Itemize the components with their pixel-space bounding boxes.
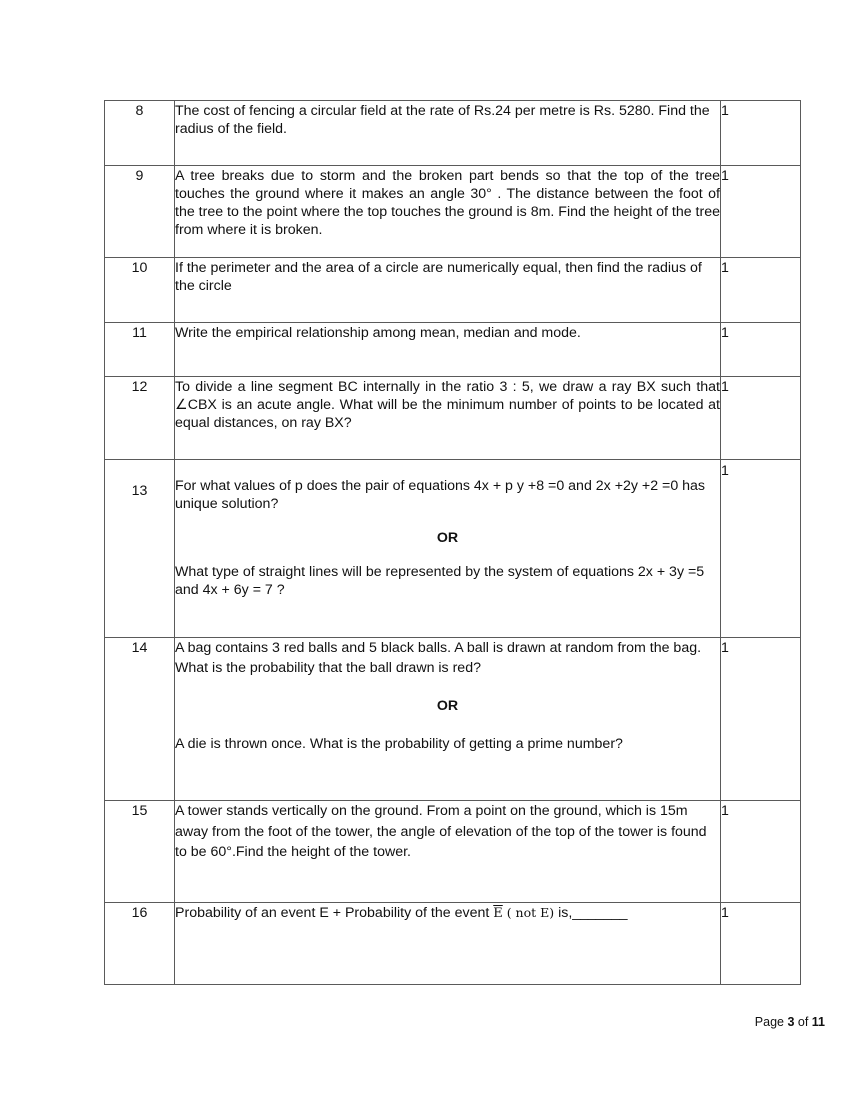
question-row xyxy=(105,323,801,377)
question-number: 14 xyxy=(105,638,175,801)
question-marks: 1 xyxy=(721,903,801,985)
question-row xyxy=(105,903,801,985)
question-number: 13 xyxy=(105,460,175,638)
question-row xyxy=(105,460,801,638)
question-marks: 1 xyxy=(721,101,801,166)
question-row xyxy=(105,638,801,801)
question-part-b: What type of straight lines will be represented by the system of equations 2x + 3y =5 and 4x + 6y = 7 ? xyxy=(175,564,705,598)
question-text xyxy=(175,638,721,801)
question-number: 11 xyxy=(105,323,175,377)
question-part-b: A die is thrown once. What is the probability of getting a prime number? xyxy=(175,736,623,752)
question-text: A tree breaks due to storm and the broken part bends so that the top of the tree touches the ground where it makes an angle 30° . The distance between the foot of the tree to the point where the top touches the ground is 8m. Find the height of the tree from where it is broken. xyxy=(175,166,721,258)
question-number: 8 xyxy=(105,101,175,166)
question-marks: 1 xyxy=(721,323,801,377)
question-marks: 1 xyxy=(721,801,801,903)
or-label: OR xyxy=(436,530,459,546)
e-complement-symbol: $\overline{E}$ xyxy=(493,906,503,921)
question-marks: 1 xyxy=(721,258,801,323)
question-text: A tower stands vertically on the ground. From a point on the ground, which is 15m away from the foot of the tower, the angle of elevation of the top of the tower is found to be 60°.Find the height of the tower. xyxy=(175,801,721,903)
question-text xyxy=(175,460,721,638)
question-text: The cost of fencing a circular field at the rate of Rs.24 per metre is Rs. 5280. Find the radius of the field. xyxy=(175,101,721,166)
question-text: To divide a line segment BC internally in the ratio 3 : 5, we draw a ray BX such that ∠CBX is an acute angle. What will be the minimum number of points to be located at equal distances, on ray BX? xyxy=(175,377,721,460)
question-row xyxy=(105,801,801,903)
question-row xyxy=(105,101,801,166)
question-marks: 1 xyxy=(721,460,801,638)
question-number: 15 xyxy=(105,801,175,903)
question-row xyxy=(105,166,801,258)
question-text: Write the empirical relationship among mean, median and mode. xyxy=(175,323,721,377)
question-number: 9 xyxy=(105,166,175,258)
question-text: Probability of an event E + Probability of the event $\overline{E}$ ( not E) is,_______ xyxy=(175,903,721,985)
question-marks: 1 xyxy=(721,166,801,258)
or-label: OR xyxy=(436,698,459,714)
question-marks: 1 xyxy=(721,638,801,801)
question-row xyxy=(105,258,801,323)
question-part-a: A bag contains 3 red balls and 5 black balls. A ball is drawn at random from the bag. What is the probability that the ball drawn is red? xyxy=(175,640,702,676)
question-number: 10 xyxy=(105,258,175,323)
question-marks: 1 xyxy=(721,377,801,460)
page-footer: Page 3 of 11 xyxy=(754,1015,825,1029)
question-row xyxy=(105,377,801,460)
question-number: 12 xyxy=(105,377,175,460)
question-part-a: For what values of p does the pair of equations 4x + p y +8 =0 and 2x +2y +2 =0 has unique solution? xyxy=(175,478,706,512)
question-text: If the perimeter and the area of a circle are numerically equal, then find the radius of the circle xyxy=(175,258,721,323)
question-number: 16 xyxy=(105,903,175,985)
question-table xyxy=(104,100,801,985)
